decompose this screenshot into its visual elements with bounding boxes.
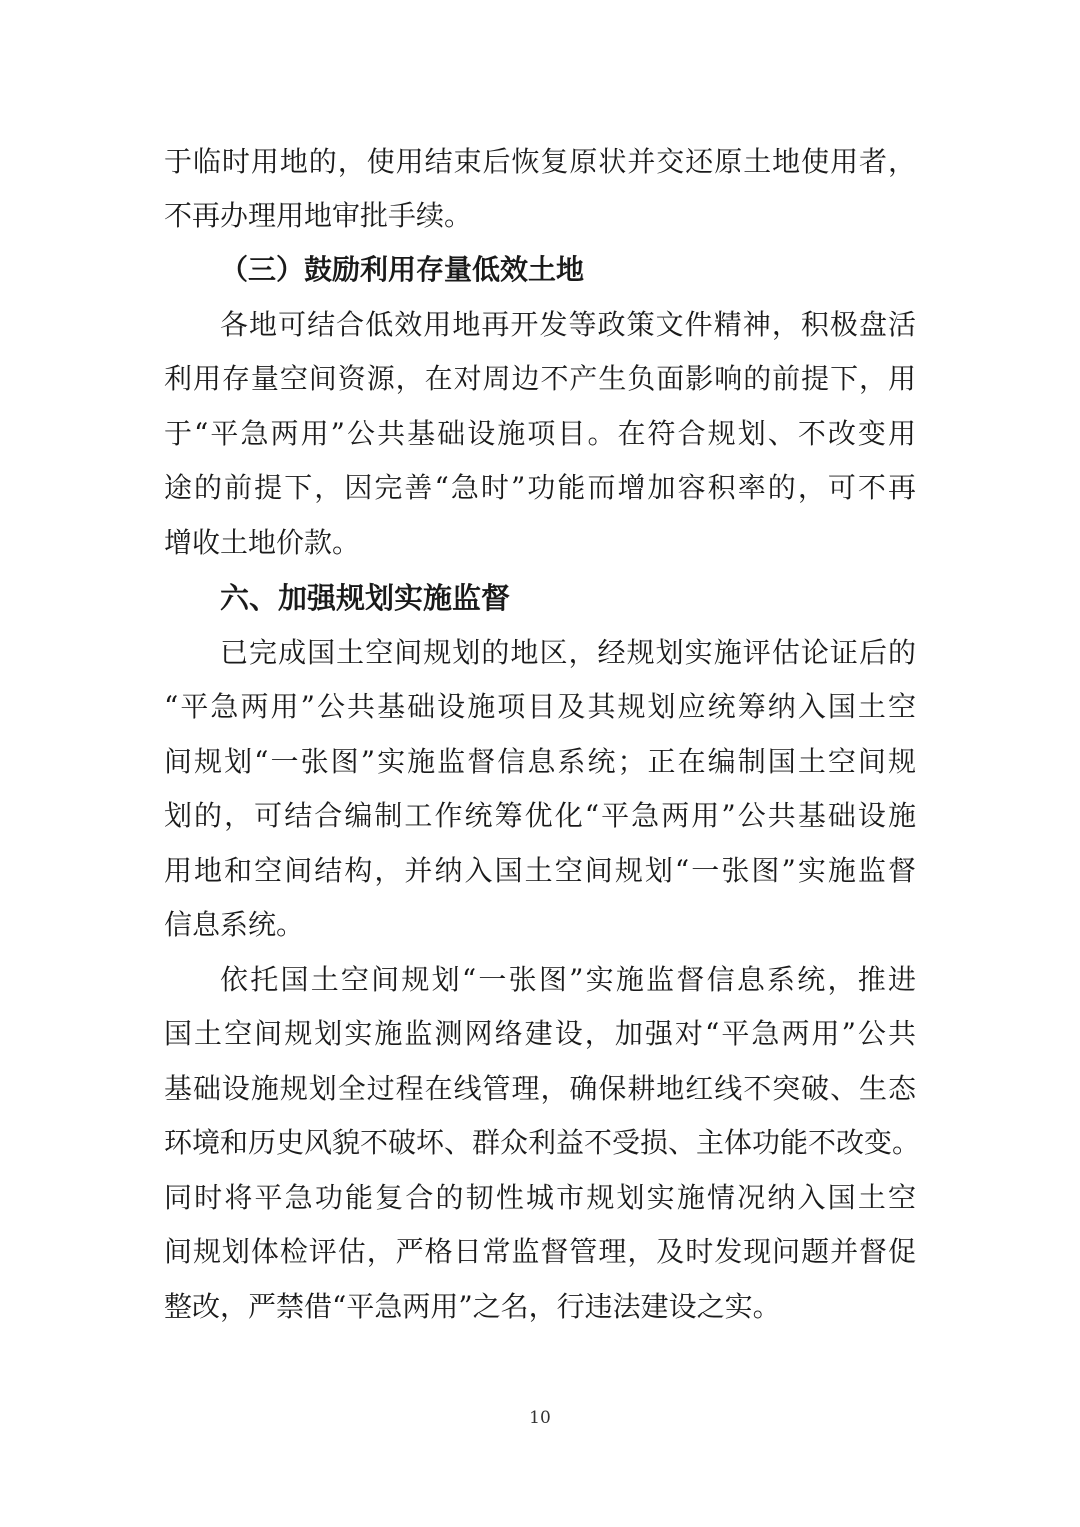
paragraph-line: 用地和空间结构，并纳入国土空间规划“一张图”实施监督 bbox=[164, 854, 916, 887]
paragraph-line: 基础设施规划全过程在线管理，确保耕地红线不突破、生态 bbox=[164, 1072, 916, 1105]
paragraph-line: 间规划“一张图”实施监督信息系统；正在编制国土空间规 bbox=[164, 745, 916, 778]
paragraph-line: 信息系统。 bbox=[164, 908, 305, 941]
paragraph-line: 国土空间规划实施监测网络建设，加强对“平急两用”公共 bbox=[164, 1017, 916, 1050]
paragraph-line: 依托国土空间规划“一张图”实施监督信息系统，推进 bbox=[220, 963, 916, 996]
paragraph-line: 间规划体检评估，严格日常监督管理，及时发现问题并督促 bbox=[164, 1235, 916, 1268]
paragraph-line: 已完成国土空间规划的地区，经规划实施评估论证后的 bbox=[220, 636, 916, 669]
section-heading: 六、加强规划实施监督 bbox=[220, 581, 511, 615]
paragraph-line: 于“平急两用”公共基础设施项目。在符合规划、不改变用 bbox=[164, 417, 916, 450]
paragraph-line: 于临时用地的，使用结束后恢复原状并交还原土地使用者， bbox=[164, 145, 916, 178]
paragraph-line: 途的前提下，因完善“急时”功能而增加容积率的，可不再 bbox=[164, 471, 916, 504]
paragraph-line: 划的，可结合编制工作统筹优化“平急两用”公共基础设施 bbox=[164, 799, 916, 832]
paragraph-line: 整改，严禁借“平急两用”之名，行违法建设之实。 bbox=[164, 1290, 781, 1323]
paragraph-line: 不再办理用地审批手续。 bbox=[164, 199, 473, 232]
paragraph-line: 各地可结合低效用地再开发等政策文件精神，积极盘活 bbox=[220, 308, 916, 341]
page-number: 10 bbox=[529, 1408, 551, 1428]
section-subheading: （三）鼓励利用存量低效土地 bbox=[220, 253, 585, 286]
paragraph-line: 环境和历史风貌不破坏、群众利益不受损、主体功能不改变。 bbox=[164, 1126, 921, 1159]
paragraph-line: “平急两用”公共基础设施项目及其规划应统筹纳入国土空 bbox=[164, 690, 916, 723]
paragraph-line: 利用存量空间资源，在对周边不产生负面影响的前提下，用 bbox=[164, 362, 916, 395]
paragraph-line: 增收土地价款。 bbox=[164, 526, 361, 559]
paragraph-line: 同时将平急功能复合的韧性城市规划实施情况纳入国土空 bbox=[164, 1181, 916, 1214]
